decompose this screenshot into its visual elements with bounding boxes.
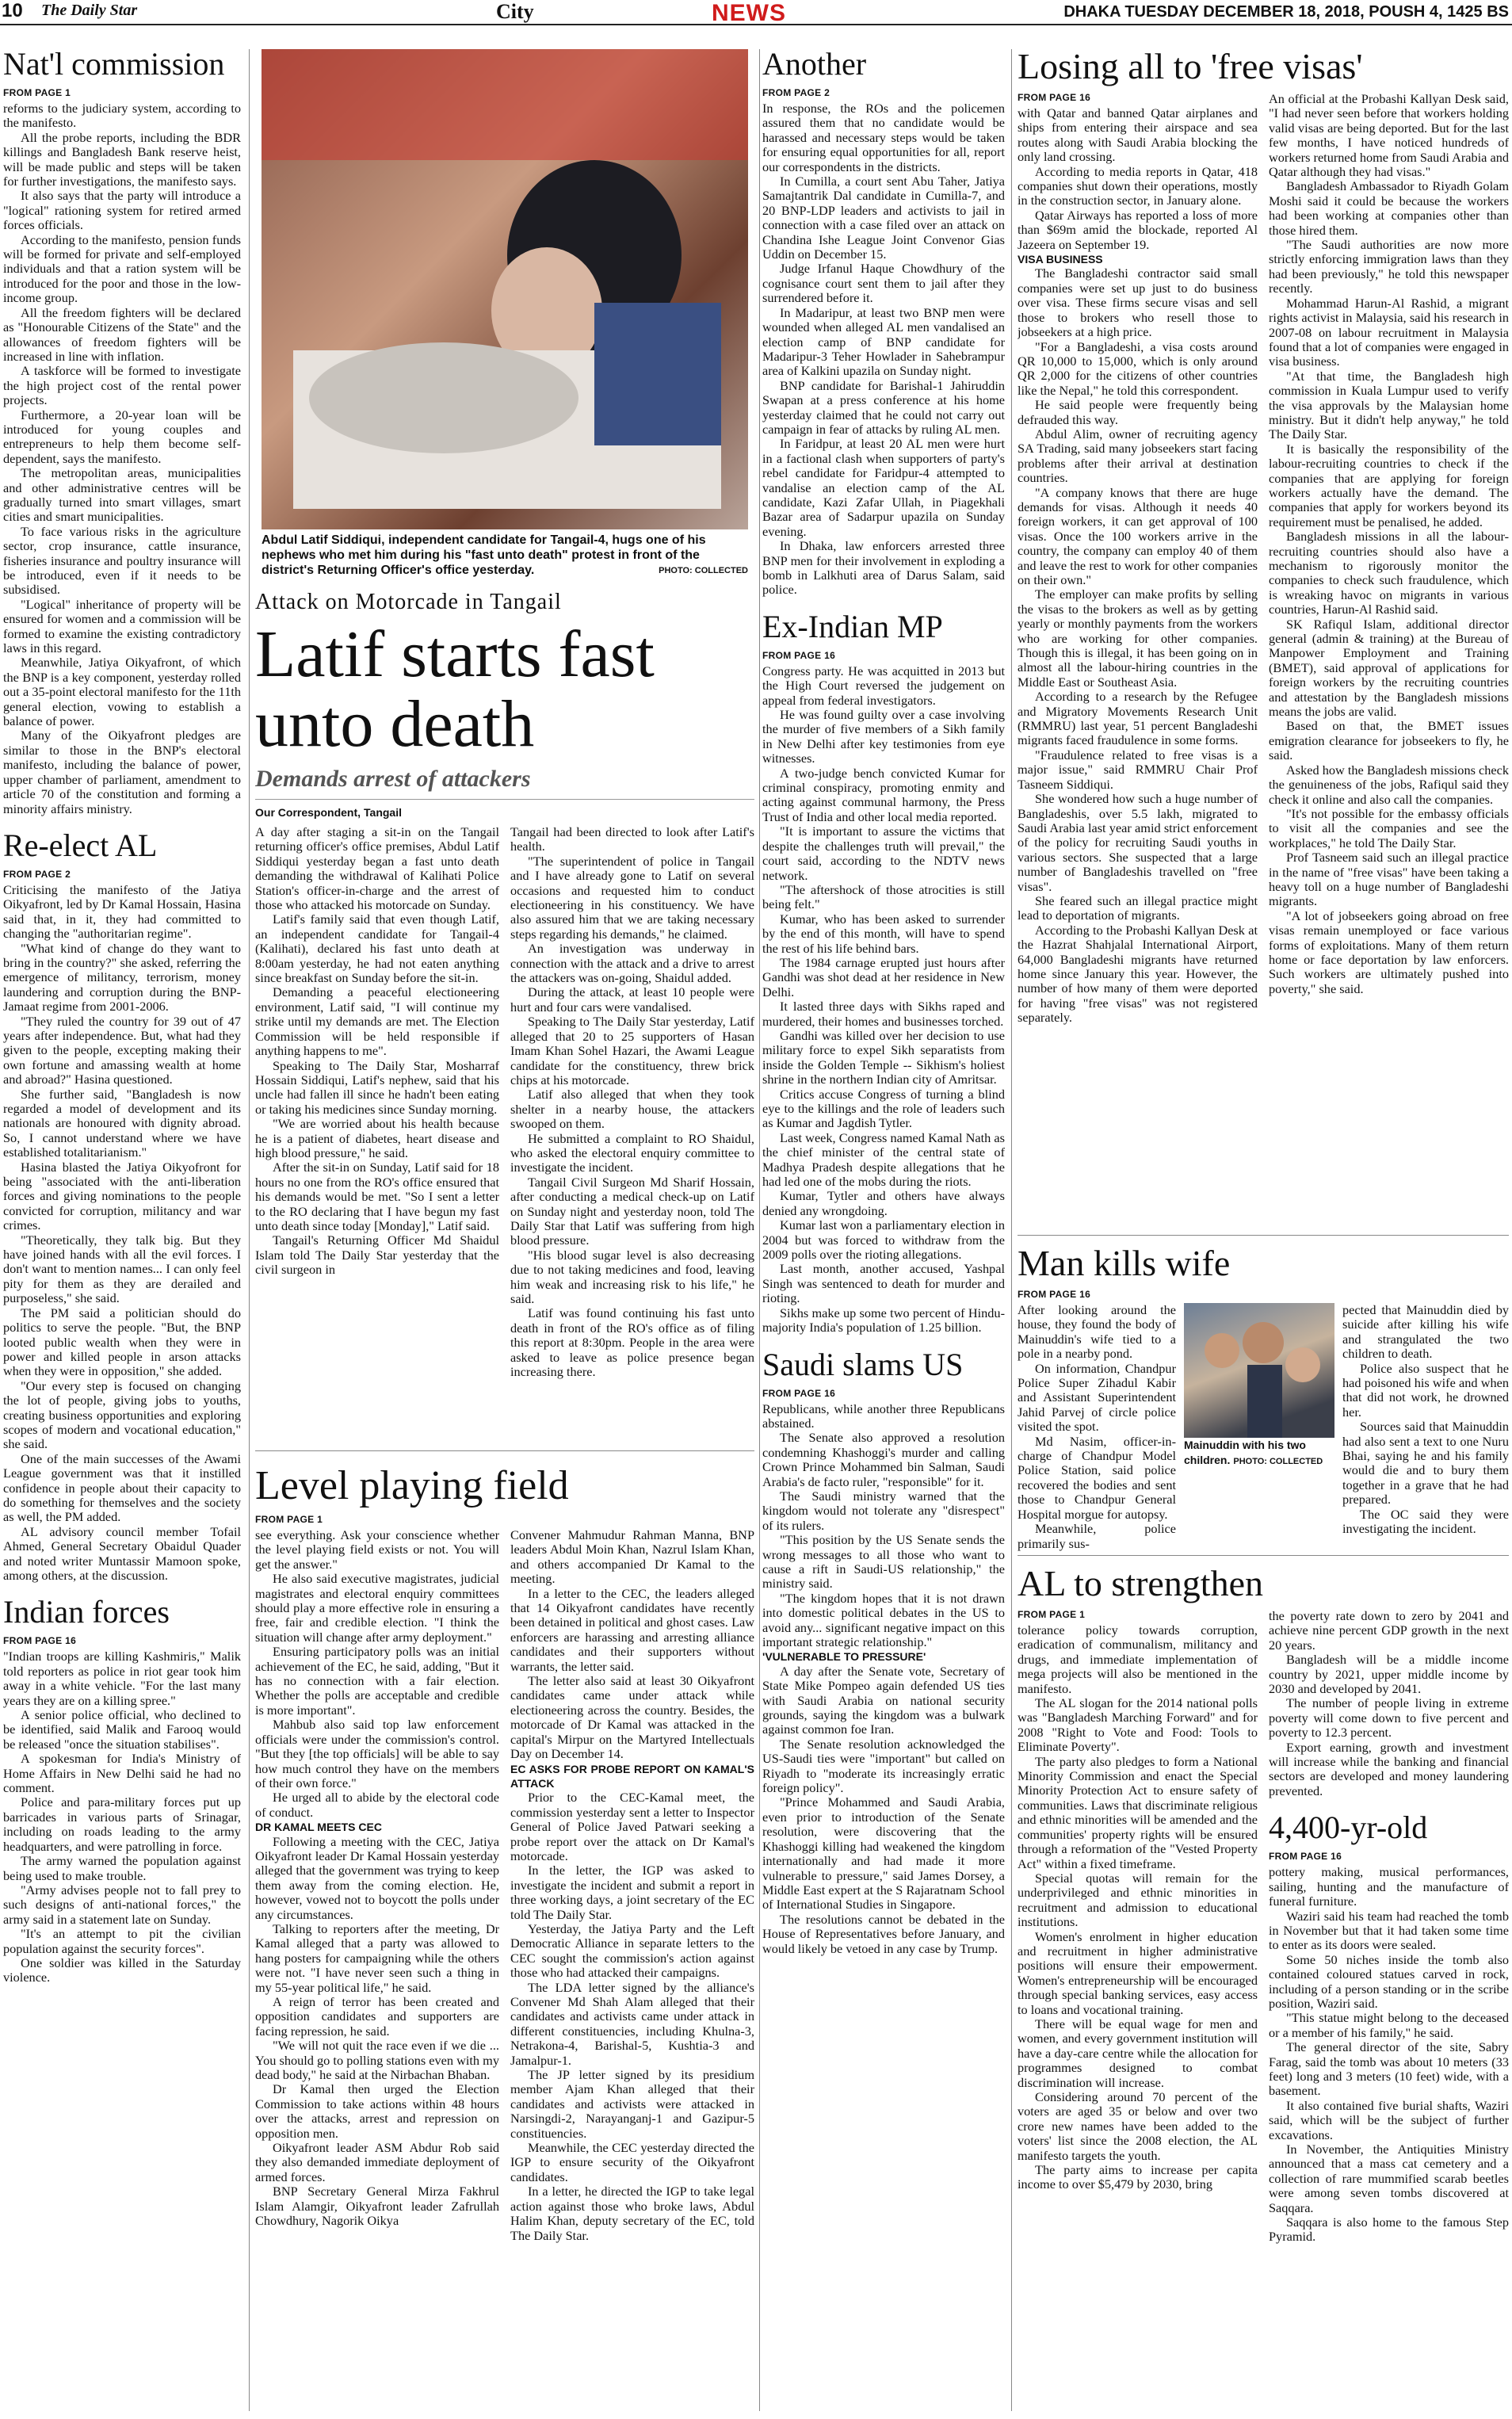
paragraph: "It's an attempt to pit the civilian population against the security forces". — [3, 1926, 241, 1956]
paragraph: Some 50 niches inside the tomb also contained coloured statues carved in rock, including of a person standing or in the scribe position, Waziri said. — [1269, 1951, 1509, 2011]
paragraph: It also contained five burial shafts, Waziri said, which will be the subject of further excavations. — [1269, 2097, 1509, 2142]
lead-body-left — [255, 825, 499, 1379]
paragraph: The employer can make profits by selling the visas to the brokers as well as by getting yearly or monthly payments from the workers who are working for other companies. Though this is illegal, it has been going on in almost all the labour-hiring countries in the Middle East or Southeast Asia. — [1018, 587, 1258, 690]
article-body-left-text — [1018, 106, 1258, 1026]
paragraph: "This statue might belong to the deceased or a member of his family," he said. — [1269, 2010, 1509, 2040]
left-column — [3, 46, 241, 2416]
paragraph: An official at the Probashi Kallyan Desk said, "I had never seen before that workers holding valid visas are being deported. But for the last few months, I have noticed hundreds of workers returned home from Saudi Arabia and Qatar although they had visas." — [1269, 91, 1509, 180]
subhead: EC ASKS FOR PROBE REPORT ON KAMAL'S ATTACK — [510, 1762, 754, 1790]
headline: Man kills wife — [1018, 1243, 1231, 1283]
byline-location: Tangail — [364, 806, 402, 819]
paragraph: "The Saudi authorities are now more strictly enforcing immigration laws than they had been previously," he told this newspaper recently. — [1269, 237, 1509, 296]
paragraph: "His blood sugar level is also decreasing due to not taking medicines and food, leaving him weak and increasing risk to his life," he said. — [510, 1247, 754, 1306]
masthead-logo: The Daily Star — [41, 2, 138, 19]
paragraph: "Logical" inheritance of property will be ensured for women and a commission will be formed to examine the existing contradictory laws in this regard. — [3, 596, 241, 656]
paragraph: reforms to the judiciary system, according to the manifesto. — [3, 101, 241, 131]
headline: Saudi slams US — [762, 1346, 964, 1382]
paragraph: The general director of the site, Sabry Farag, said the tomb was about 10 meters (33 feet) long and 3 meters (10 feet) wide, with a basement. — [1269, 2039, 1509, 2099]
paragraph: "We will not quit the race even if we die ... You should go to polling stations even with my dead body," he said at the Nirbachan Bhaban. — [255, 2038, 499, 2083]
paragraph: "Our every step is focused on changing the lot of people, giving jobs to youths, creating business opportunities and exploring scopes of modern and vocational education," she said. — [3, 1378, 241, 1452]
paragraph: The Bangladeshi contractor said small companies were set up just to do business over visa. These firms secure visas and sell those to brokers who resell those to jobseekers at a high price. — [1018, 266, 1258, 340]
headline: Nat'l commission — [3, 46, 225, 82]
paragraph: The AL slogan for the 2014 national polls was "Bangladesh Marching Forward" and for 2008 "Right to Vote and Food: Tools to Eliminate Poverty". — [1018, 1695, 1258, 1755]
paragraph: Special quotas will remain for the underprivileged and ethnic minorities in recruitment and admission to educational institutions. — [1018, 1870, 1258, 1930]
paragraph: The number of people living in extreme poverty will come down to five percent and poverty to 12.3 percent. — [1269, 1695, 1509, 1741]
paragraph: In Madaripur, at least two BNP men were wounded when alleged AL men vandalised an election camp of BNP candidate for Madaripur-3 Teher Howlader in Sahebrampur area of Kalkini upazila on Sunday night. — [762, 304, 1005, 379]
paragraph: Meanwhile, police primarily sus- — [1018, 1521, 1176, 1551]
paragraph: A senior police official, who declined to be identified, said Malik and Farooq would be released "once the situation stabilises". — [3, 1707, 241, 1752]
paragraph: "Indian troops are killing Kashmiris," Malik told reporters as police in riot gear took him away in a white vehicle. "For the last many years they are on a killing spree." — [3, 1649, 241, 1708]
paragraph: It lasted three days with Sikhs raped and murdered, their homes and businesses torched. — [762, 999, 1005, 1029]
page-number: 10 — [2, 0, 23, 21]
paragraph: tolerance policy towards corruption, eradication of communalism, militancy and drugs, and immediate implementation of mega projects will also be mentioned in the manifesto. — [1018, 1622, 1258, 1696]
paragraph: The resolutions cannot be debated in the House of Representatives before January, and would likely be vetoed in any case by Trump. — [762, 1911, 1005, 1956]
column-rule — [1011, 49, 1012, 2411]
lead-body — [255, 825, 754, 1379]
column-rule — [249, 49, 250, 2411]
paragraph: All the freedom fighters will be declared as "Honourable Citizens of the State" and the allowances of freedom fighters will be increased in line with inflation. — [3, 304, 241, 364]
headline: Indian forces — [3, 1594, 170, 1630]
paragraph: Following a meeting with the CEC, Jatiya Oikyafront leader Dr Kamal Hossain yesterday alleged that the government was trying to keep them away from the coming election. He, however, vowed not to boycott the polls under any circumstances. — [255, 1833, 499, 1922]
paragraph: Last week, Congress named Kamal Nath as the chief minister of the central state of Madhya Pradesh despite allegations that he had led one of the mobs during the riots. — [762, 1129, 1005, 1190]
article-4400-yr-old — [1269, 1809, 1509, 2245]
paragraph: It is basically the responsibility of the labour-recruiting countries to check if the companies that are applying for foreign workers actually have the demand. The companies that apply for workers beyond its requirement must be penalised, he added. — [1269, 441, 1509, 529]
article-body-left — [255, 1528, 499, 2243]
paragraph: Asked how the Bangladesh missions check the genuineness of the jobs, Rafiqul said they check it online and also call the companies. — [1269, 762, 1509, 807]
paragraph: Hasina blasted the Jatiya Oikyofront for being "associated with the anti-liberation forces and giving nominations to the people convicted for corruption, militancy and war crimes. — [3, 1159, 241, 1233]
paragraph: Oikyafront leader ASM Abdur Rob said they also demanded immediate deployment of armed forces. — [255, 2140, 499, 2184]
paragraph: Criticising the manifesto of the Jatiya Oikyafront, led by Dr Kamal Hossain, Hasina said that, in it, they had committed to changing the "authoritarian regime". — [3, 881, 241, 942]
paragraph: AL advisory council member Tofail Ahmed, General Secretary Obaidul Quader and noted writer Muntassir Mamoon spoke, among others, at the discussion. — [3, 1523, 241, 1583]
paragraph: Mahbub also said top law enforcement officials were under the commission's control. "But they [the top officials] will be able to say how much control they have on the members of their own force." — [255, 1717, 499, 1790]
paragraph: BNP candidate for Barishal-1 Jahiruddin Swapan at a press conference at his home yesterday claimed that he could not carry out campaign in fear of attacks by ruling AL men. — [762, 377, 1005, 437]
article-body — [3, 883, 241, 1584]
jump-label: FROM PAGE 16 — [3, 1635, 77, 1647]
paragraph: "It is important to assure the victims that despite the challenges truth will prevail," the court said, according to the NDTV news network. — [762, 824, 1005, 883]
paragraph: Waziri said his team had reached the tomb in November but that it had taken some time to enter as its doors were sealed. — [1269, 1908, 1509, 1953]
paragraph: Prior to the CEC-Kamal meet, the commission yesterday sent a letter to Inspector General of Police Javed Patwari seeking a probe report over the attack on Dr Kamal's motorcade. — [510, 1790, 754, 1863]
article-free-visas — [1018, 46, 1509, 1232]
paragraph: Republicans, while another three Republicans abstained. — [762, 1401, 1005, 1431]
article-another — [762, 46, 1005, 598]
paragraph: Gandhi was killed over her decision to use military force to expel Sikh separatists from inside the Golden Temple -- Sikhism's holiest shrine in the northern Indian city of Amritsar. — [762, 1027, 1005, 1087]
paragraph: The Saudi ministry warned that the kingdom would not tolerate any "disrespect" of its rulers. — [762, 1488, 1005, 1533]
jump-label: FROM PAGE 2 — [3, 868, 71, 880]
subhead: VISA BUSINESS — [1018, 253, 1103, 266]
paragraph: Bangladesh missions in all the labour-recruiting countries should also have a mechanism to rigorously monitor the companies to check such fraudulence, which is wreaking havoc on migrants in various countries, Harun-Al Rashid said. — [1269, 529, 1509, 617]
paragraph: Tangail's Returning Officer Md Shaidul Islam told The Daily Star yesterday that the civil surgeon in — [255, 1232, 499, 1278]
paragraph: Latif's family said that even though Latif, an independent candidate for Tangail-4 (Kalihati), declared his fast unto death at 8:00am yesterday, he had not eaten anything since breakfast on Sunday before the sit-in. — [255, 911, 499, 986]
paragraph: pottery making, musical performances, sailing, hunting and the manufacture of funeral furniture. — [1269, 1864, 1509, 1909]
paragraph: Latif also alleged that when they took shelter in a nearby house, the attackers swooped on them. — [510, 1087, 754, 1132]
article-al-to-strengthen-right — [1269, 1609, 1509, 1798]
paragraph: "It's not possible for the embassy officials to visit all the companies and see the workplaces," he told The Daily Star. — [1269, 805, 1509, 850]
paragraph: In Dhaka, law enforcers arrested three BNP men for their involvement in exploding a bomb in Lalkhuti area of Darus Salam, said police. — [762, 538, 1005, 598]
paragraph: BNP Secretary General Mirza Fakhrul Islam Alamgir, Oikyafront leader Zafrullah Chowdhury, Nagorik Oikya — [255, 2184, 499, 2229]
article-ex-indian-mp — [762, 609, 1005, 1336]
paragraph: An investigation was underway in connection with the attack and a drive to arrest the attackers was on-going, Shaidul added. — [510, 941, 754, 986]
article-body-left — [1018, 1623, 1258, 2192]
deck: Demands arrest of attackers — [255, 766, 531, 792]
byline: Our Correspondent, — [255, 806, 361, 819]
paragraph: Kumar last won a parliamentary election in 2004 but was forced to withdraw from the 2009 polls over the rioting allegations. — [762, 1217, 1005, 1263]
family-photo — [1184, 1303, 1334, 1438]
kicker: Attack on Motorcade in Tangail — [255, 590, 562, 614]
paragraph: "The superintendent of police in Tangail and I have already gone to Latif on several occasions and requested him to conduct electioneering in his constituency. We have also assured him that we are taking necessary steps regarding his demands," he claimed. — [510, 853, 754, 942]
jump-label: FROM PAGE 16 — [762, 649, 836, 661]
paragraph: He said people were frequently being defrauded this way. — [1018, 397, 1258, 427]
paragraph: Furthermore, a 20-year loan will be introduced for young couples and entrepreneurs to help them become self-dependent, says the manifesto. — [3, 407, 241, 466]
paragraph: Demanding a peaceful electioneering environment, Latif said, "I will continue my strike until my demands are met. The Election Commission will be held responsible if anything happens to me". — [255, 984, 499, 1059]
paragraph: Bangladesh Ambassador to Riyadh Golam Moshi said it could be because the workers had been working at companies other than those hired them. — [1269, 178, 1509, 238]
paragraph: see everything. Ask your conscience whether the level playing field exists or not. You will get the answer." — [255, 1527, 499, 1572]
paragraph: Women's enrolment in higher education and recruitment in higher administrative positions will ensure their empowerment. Women's entrepreneurship will be encouraged through special banking services, easy access to loans and vocational training. — [1018, 1928, 1258, 2017]
photo-credit: PHOTO: COLLECTED — [659, 566, 748, 575]
paragraph: Considering around 70 percent of the voters are aged 35 or below and over two crore new names have been added to the voters' list since the 2008 election, the AL manifesto targets the youth. — [1018, 2089, 1258, 2163]
paragraph: According to the manifesto, pension funds will be formed for private and self-employed individuals and that a ration system will be introduced for the poor and those in the low-income group. — [3, 231, 241, 306]
paragraph: "What kind of change do they want to bring in the country?" she asked, referring the emergence of militancy, terrorism, money laundering and corruption during the BNP-Jamaat regime from 2001-2006. — [3, 940, 241, 1015]
paragraph: Speaking to The Daily Star, Mosharraf Hossain Siddiqui, Latif's nephew, said that his uncle had fallen ill since he hadn't been eating or taking his medicines since Sunday morning. — [255, 1057, 499, 1117]
lead-photo — [262, 49, 748, 529]
article-body — [1018, 92, 1509, 1026]
paragraph: In response, the ROs and the policemen assured them that no candidate would be harassed and necessary steps would be taken for ensuring equal opportunities for all, report our correspondents in the districts. — [762, 101, 1005, 174]
subhead: 'VULNERABLE TO PRESSURE' — [762, 1650, 926, 1664]
paragraph: It also says that the party will introduce a "logical" rationing system for retired armed forces officials. — [3, 188, 241, 233]
paragraph: with Qatar and banned Qatar airplanes and ships from entering their airspace and sea routes along with Saudi Arabia blocking the only land crossing. — [1018, 105, 1258, 165]
article-man-kills-wife — [1018, 1243, 1509, 1552]
paragraph: Many of the Oikyafront pledges are similar to those in the BNP's electoral manifesto, including the balance of power, upper chamber of parliament, amendment to article 70 of the constitution and forming a minority affairs ministry. — [3, 728, 241, 816]
article-body — [762, 101, 1005, 598]
paragraph: A spokesman for India's Ministry of Home Affairs in New Delhi said he had no comment. — [3, 1751, 241, 1796]
jump-label: FROM PAGE 16 — [1018, 92, 1091, 103]
paragraph: Abdul Alim, owner of recruiting agency SA Trading, said many jobseekers start facing problems after their arrival at destination countries. — [1018, 426, 1258, 486]
jump-label: FROM PAGE 1 — [3, 87, 71, 98]
headline: Losing all to 'free visas' — [1018, 46, 1363, 86]
paragraph: "They ruled the country for 39 out of 47 years after independence. But, what had they given to the people, excepting making their own fortune and amassing wealth at home and abroad?" Hasina questioned. — [3, 1013, 241, 1087]
paragraph: The PM said a politician should do politics to serve the people. "But, the BNP looted public wealth when they were in power and killed people in arson attacks when they were in opposition," she added. — [3, 1305, 241, 1379]
paragraph: Police and para-military forces put up barricades in various parts of Srinagar, including on roads leading to the army headquarters, and were patrolling in force. — [3, 1794, 241, 1854]
right-subcolumn — [1269, 1609, 1509, 2245]
article-saudi-slams-us — [762, 1347, 1005, 1956]
article-re-elect-al — [3, 827, 241, 1584]
headline: 4,400-yr-old — [1269, 1809, 1428, 1846]
jump-label: FROM PAGE 16 — [1269, 1851, 1342, 1863]
paragraph: "At that time, the Bangladesh high commission in Kuala Lumpur used to verify the visa approvals by the Malaysian home ministry. But it didn't help anyway," he told The Daily Star. — [1269, 368, 1509, 442]
paragraph: "The aftershock of those atrocities is still being felt." — [762, 881, 1005, 912]
photo-illustration — [262, 49, 748, 529]
paragraph: According to the Probashi Kallyan Desk at the Hazrat Shahjalal International Airport, 64,000 Bangladeshi migrants have returned home since January this year. However, the number of how many of them were deported for having "free visas" was not registered separately. — [1018, 922, 1258, 1026]
paragraph: Latif was found continuing his fast unto death in front of the RO's office as of filing this report at 8:30pm. People in the area were asked to leave as police presence began increasing there. — [510, 1305, 754, 1380]
paragraph: Speaking to The Daily Star yesterday, Latif alleged that 20 to 25 supporters of Hasan Imam Khan Sohel Hazari, the Awami League candidate for the constituency, threw brick chips at his motorcade. — [510, 1014, 754, 1087]
jump-label: FROM PAGE 16 — [762, 1387, 836, 1399]
paragraph: Qatar Airways has reported a loss of more than $69m amid the blockade, reported Al Jazeera on September 19. — [1018, 207, 1258, 252]
paragraph: Sources said that Mainuddin had also sent a text to one Nuru Bhai, saying he and his family would die and to bury them together in a grave that he had prepared. — [1342, 1419, 1509, 1508]
jump-label: FROM PAGE 16 — [1018, 1289, 1091, 1300]
paragraph: "Prince Mohammed and Saudi Arabia, even prior to introduction of the Senate resolution, were discovering that the Khashoggi killing had weakened the kingdom internationally and had made it more vulnerable to pressure," said James Dorsey, a Middle East expert at the S Rajaratnam School of International Studies in Singapore. — [762, 1794, 1005, 1913]
paragraph: After looking around the house, they found the body of Mainuddin's wife tied to a pole in a nearby pond. — [1018, 1302, 1176, 1362]
paragraph: There will be equal wage for men and women, and every government institution will have a day-care centre while the allocation for programmes designed to combat discrimination will increase. — [1018, 2016, 1258, 2090]
section-rule — [1018, 1235, 1509, 1236]
byline-row — [255, 799, 754, 820]
article-body — [762, 1402, 1005, 1956]
article-body-right — [1269, 92, 1509, 1026]
photo-credit: PHOTO: COLLECTED — [1233, 1457, 1323, 1466]
paragraph: In Faridpur, at least 20 AL men were hurt in a factional clash when supporters of party's rebel candidate for Faridpur-4 attempted to vandalise an election camp of the AL candidate, Kazi Zafar Ullah, in Piagekhali Bazar area of Sadarpur upazila on Sunday evening. — [762, 436, 1005, 539]
paragraph: Tangail had been directed to look after Latif's health. — [510, 824, 754, 854]
jump-label: FROM PAGE 1 — [1018, 1609, 1086, 1620]
paragraph: "A lot of jobseekers going abroad on free visas remain unemployed or face various forms of exploitations. Many of them return home or face deportation by law enforcers. Such workers are ultimately pushed into poverty," she said. — [1269, 908, 1509, 996]
paragraph: In November, the Antiquities Ministry announced that a mass cat cemetery and a collection of rare mummified scarab beetles were among seven tombs discovered at Saqqara. — [1269, 2142, 1509, 2215]
paragraph: Talking to reporters after the meeting, Dr Kamal alleged that a party was allowed to hang posters for campaigning while the others were not. "I have never seen such a thing in my 55-year political life," he said. — [255, 1920, 499, 1995]
paragraph: Export earning, growth and investment will increase while the banking and financial sectors are developed and money laundering prevented. — [1269, 1739, 1509, 1798]
paragraph: Sikhs make up some two percent of Hindu-majority India's population of 1.25 billion. — [762, 1305, 1005, 1336]
paragraph: Md Nasim, officer-in-charge of Chandpur Model Police Station, said police recovered the bodies and sent those to Chandpur General Hospital morgue for autopsy. — [1018, 1433, 1176, 1522]
article-body — [1018, 1303, 1509, 1551]
paragraph: Critics accuse Congress of turning a blind eye to the killings and the role of leaders such as Kumar and Jagdish Tytler. — [762, 1086, 1005, 1131]
paragraph: "Theoretically, they talk big. But they have joined hands with all the evil forces. I don't want to mention names... I can only feel pity for them as they are derailed and purposeless," she said. — [3, 1232, 241, 1306]
article-body — [255, 1528, 754, 2243]
article-level-playing-field — [255, 1463, 754, 2414]
jump-label: FROM PAGE 2 — [762, 87, 830, 98]
bottom-right-block — [1018, 1563, 1509, 2416]
photo-caption-row — [1184, 1438, 1334, 1468]
paragraph: Kumar, who has been asked to surrender by the end of this month, will have to spend the rest of his life behind bars. — [762, 911, 1005, 956]
paragraph: During the attack, at least 10 people were hurt and four cars were vandalised. — [510, 984, 754, 1015]
headline: Ex-Indian MP — [762, 608, 943, 644]
article-body — [1018, 1609, 1509, 2245]
dateline: DHAKA TUESDAY DECEMBER 18, 2018, POUSH 4, 1425 BS — [1063, 3, 1509, 21]
jump-label: FROM PAGE 1 — [255, 1514, 323, 1525]
article-natl-commission — [3, 46, 241, 816]
photo-caption: Abdul Latif Siddiqui, independent candidate for Tangail-4, hugs one of his nephews who met him during his "fast unto death" protest in front of the district's Returning Officer's office yesterday. — [262, 533, 706, 577]
article-body — [762, 664, 1005, 1336]
paragraph: In the letter, the IGP was asked to investigate the incident and submit a report in three working days, a joint secretary of the EC told The Daily Star. — [510, 1863, 754, 1922]
headline: AL to strengthen — [1018, 1563, 1264, 1603]
paragraph: "Army advises people not to fall prey to such designs of anti-national forces," the army said in a statement late on Sunday. — [3, 1882, 241, 1927]
headline: Level playing field — [255, 1463, 569, 1508]
paragraph: A taskforce will be formed to investigate the high project cost of the rental power projects. — [3, 363, 241, 408]
paragraph: She feared such an illegal practice might lead to deportation of migrants. — [1018, 892, 1258, 923]
paragraph: On information, Chandpur Police Super Zihadul Kabir and Assistant Superintendent Jahid Parvej of circle police visited the spot. — [1018, 1360, 1176, 1435]
column-rule — [759, 49, 760, 2411]
paragraph: Tangail Civil Surgeon Md Sharif Hossain, after conducting a medical check-up on Latif on Sunday night and yesterday noon, told The Daily Star that Latif was suffering from high blood pressure. — [510, 1174, 754, 1248]
fourth-column — [762, 46, 1005, 2416]
article-body-right — [1342, 1303, 1509, 1551]
paragraph: The 1984 carnage erupted just hours after Gandhi was shot dead at her residence in New Delhi. — [762, 954, 1005, 999]
headline: Another — [762, 46, 867, 82]
paragraph: Saqqara is also home to the famous Step Pyramid. — [1269, 2215, 1509, 2245]
paragraph: Congress party. He was acquitted in 2013 but the High Court reversed the judgement on appeal from federal investigators. — [762, 663, 1005, 708]
paragraph: the poverty rate down to zero by 2041 and achieve nine percent GDP growth in the next 20 years. — [1269, 1608, 1509, 1653]
paragraph: He was found guilty over a case involving the murder of five members of a Sikh family in New Delhi after key testimonies from eye witnesses. — [762, 707, 1005, 766]
lead-body-right — [510, 825, 754, 1379]
paragraph: SK Rafiqul Islam, additional director general (admin & training) at the Bureau of Manpower Employment and Training (BMET), said approval of applications for foreign workers by the recruiting countries and attestation by the Bangladesh missions means the jobs are valid. — [1269, 616, 1509, 720]
article-body-left — [1018, 92, 1258, 1026]
article-body — [3, 1649, 241, 1985]
paragraph: Last month, another accused, Yashpal Singh was sentenced to death for murder and rioting. — [762, 1261, 1005, 1306]
article-body — [1269, 1865, 1509, 2245]
paragraph: According to a research by the Refugee and Migratory Movements Research Unit (RMMRU) last year, 51 percent Bangladeshi migrants faced fraudulence in some forms. — [1018, 689, 1258, 748]
paragraph: The letter also said at least 30 Oikyafront candidates came under attack while electioneering across the country. Besides, the motorcade of Dr Kamal was attacked in the capital's Mirpur on the Martyred Intellectuals Day on December 14. — [510, 1673, 754, 1762]
paragraph: One of the main successes of the Awami League government was that it instilled confidence in people about their capacity to do something for themselves and the society as well, the PM added. — [3, 1450, 241, 1525]
subhead: DR KAMAL MEETS CEC — [255, 1821, 382, 1834]
paragraph: She wondered how such a huge number of Bangladeshis, over 5.5 lakh, migrated to Saudi Arabia last year amid strict enforcement of the policy for recruiting Saudi youths in various sectors. She suspected that a large number of Bangladeshis travelled on "free visas". — [1018, 791, 1258, 894]
paragraph: He urged all to abide by the electoral code of conduct. — [255, 1790, 499, 1820]
paragraph: In a letter to the CEC, the leaders alleged that 14 Oikyafront candidates have recently been detained in political and ghost cases. Law enforcers are harassing and arresting alliance candidates and their supporters without warrants, the letter said. — [510, 1585, 754, 1674]
paragraph: The army warned the population against being used to make trouble. — [3, 1853, 241, 1883]
paragraph: "The kingdom hopes that it is not drawn into domestic political debates in the US to avoid any... significant negative impact on this important strategic relationship." — [762, 1590, 1005, 1649]
section-name: City — [496, 0, 534, 23]
paragraph: A day after staging a sit-in on the Tangail returning officer's office premises, Abdul Latif Siddiqui yesterday began a fast unto death demanding the withdrawal of Kalihati Police Station's officer-in-charge and the arrest of those who attacked his motorcade on Sunday. — [255, 824, 499, 913]
paragraph: Mohammad Harun-Al Rashid, a migrant rights activist in Malaysia, said his research in 2007-08 on labour recruitment in Malaysia found that a lot of companies were engaged in visa business. — [1269, 295, 1509, 369]
paragraph: Yesterday, the Jatiya Party and the Left Democratic Alliance in separate letters to the CEC sought the commission's action against those who had attacked their campaigns. — [510, 1920, 754, 1981]
paragraph: "For a Bangladeshi, a visa costs around QR 10,000 to 15,000, which is only around QR 2,000 for the citizens of other countries like the Nepal," he told this correspondent. — [1018, 338, 1258, 398]
paragraph: In a letter, he directed the IGP to take legal action against those who broke laws, Abdul Halim Khan, deputy secretary of the EC, told The Daily Star. — [510, 2184, 754, 2243]
paragraph: The metropolitan areas, municipalities and other administrative centres will be gradually turned into smart villages, smart cities and smart municipalities. — [3, 465, 241, 525]
paragraph: The party aims to increase per capita income to over $5,479 by 2030, bring — [1018, 2162, 1258, 2192]
paragraph: Prof Tasneem said such an illegal practice in the name of "free visas" have been taking a heavy toll on a huge number of Bangladeshi migrants. — [1269, 850, 1509, 909]
paragraph: To face various risks in the agriculture sector, crop insurance, cattle insurance, fisheries insurance and poultry insurance will be introduced, even if it needs to be subsidised. — [3, 523, 241, 598]
paragraph: Meanwhile, the CEC yesterday directed the IGP to ensure security of the Oikyafront candidates. — [510, 2140, 754, 2184]
paragraph: She further said, "Bangladesh is now regarded a model of development and its nationals are honoured with dignity abroad. So, I cannot understand where we have established totalitarianism." — [3, 1086, 241, 1160]
paragraph: A reign of terror has been created and opposition candidates and supporters are facing repression, he said. — [255, 1994, 499, 2039]
paragraph: The party also pledges to form a National Minority Commission and enact the Special Minority Protection Act to ensure safety of communities. Laws that discriminate religious and ethnic minorities will be amended and the communities' property rights will be ensured through a reformation of the "Vested Property Act" within a fixed timeframe. — [1018, 1753, 1258, 1871]
paragraph: A two-judge bench convicted Kumar for criminal conspiracy, promoting enmity and acting against communal harmony, the Press Trust of India and other local media reported. — [762, 765, 1005, 824]
page-header — [0, 0, 1512, 25]
paragraph: Ensuring participatory polls was an initial achievement of the EC, he said, adding, "But it has no connection with a fair election. Whether the polls are acceptable and credible is more important". — [255, 1644, 499, 1718]
photo-block — [1184, 1303, 1334, 1551]
paragraph: In Cumilla, a court sent Abu Taher, Jatiya Samajtantrik Dal candidate in Cumilla-7, and 20 BNP-LDP leaders and activists to jail in connection with a case filed over an attack on Chandina Ishe League Joint Convenor Gias Uddin on December 15. — [762, 174, 1005, 262]
headline: Re-elect AL — [3, 827, 158, 863]
paragraph: Convener Mahmudur Rahman Manna, BNP leaders Abdul Moin Khan, Nazrul Islam Khan, and others accompanied Dr Kamal to the meeting. — [510, 1527, 754, 1587]
paragraph: Bangladesh will be a middle income country by 2021, upper middle income by 2030 and developed by 2041. — [1269, 1652, 1509, 1697]
paragraph: The Senate also approved a resolution condemning Khashoggi's murder and calling Crown Prince Mohammed bin Salman, Saudi Arabia's de facto ruler, "responsible" for it. — [762, 1430, 1005, 1489]
paragraph: Judge Irfanul Haque Chowdhury of the cognisance court sent them to jail after they surrendered before it. — [762, 261, 1005, 306]
article-indian-forces — [3, 1594, 241, 1985]
article-body-right — [510, 1528, 754, 2243]
paragraph: After the sit-in on Sunday, Latif said for 18 hours no one from the RO's office ensured that his demands would be met. "So I sent a letter to the RO declaring that I have begun my fast unto death since today [Monday]," Latif said. — [255, 1160, 499, 1233]
paragraph: pected that Mainuddin died by suicide after killing his wife and strangulated the two children to death. — [1342, 1302, 1509, 1362]
photo-illustration — [1184, 1303, 1334, 1438]
paragraph: According to media reports in Qatar, 418 companies shut down their operations, mostly in the construction sector, in January alone. — [1018, 163, 1258, 208]
paragraph: The LDA letter signed by the alliance's Convener Md Shah Alam alleged that their candidates and activists came under attack in different constituencies, including Khulna-3, Netrakona-4, Barishal-5, Kushtia-3 and Jamalpur-1. — [510, 1979, 754, 2068]
news-label: NEWS — [712, 0, 786, 26]
article-al-to-strengthen-left — [1018, 1609, 1258, 2245]
paragraph: "We are worried about his health because he is a patient of diabetes, heart disease and high blood pressure," he said. — [255, 1116, 499, 1160]
photo-caption: Mainuddin with his two children. — [1184, 1439, 1306, 1466]
paragraph: All the probe reports, including the BDR killings and Bangladesh Bank reserve heist, will be made public and steps will be taken for further investigations, the manifesto says. — [3, 129, 241, 189]
section-rule — [1018, 1555, 1509, 1556]
paragraph: "This position by the US Senate sends the wrong messages to all those who want to cause a rift in Saudi-US relationship," the ministry said. — [762, 1532, 1005, 1592]
paragraph: Meanwhile, Jatiya Oikyafront, of which the BNP is a key component, yesterday rolled out a 35-point electoral manifesto for the 11th general election, vowing to establish a balance of power. — [3, 655, 241, 729]
paragraph: A day after the Senate vote, Secretary of State Mike Pompeo again defended US ties with Saudi Arabia on national security grounds, saying the kingdom was a bulwark against common foe Iran. — [762, 1663, 1005, 1737]
lead-headline: Latif starts fast unto death — [255, 617, 655, 761]
paragraph: The OC said they were investigating the incident. — [1342, 1506, 1509, 1537]
paragraph: He also said executive magistrates, judicial magistrates and electoral enquiry committees should play a more effective role in ensuring a free, fair and credible election. "I think the situation will change after army deployment." — [255, 1571, 499, 1645]
article-body-left — [1018, 1303, 1176, 1551]
paragraph: "A company knows that there are huge demands for visas. Although it needs 40 foreign workers, it can get approval of 100 visas. Once the 100 workers arrive in the country, the company can employ 40 of them and leave the rest to work for other companies on their own." — [1018, 484, 1258, 587]
paragraph: The Senate resolution acknowledged the US-Saudi ties were "important" but called on Riyadh to "moderate its increasingly erratic foreign policy". — [762, 1736, 1005, 1796]
paragraph: Police also suspect that he had poisoned his wife and when that did not work, he drowned her. — [1342, 1360, 1509, 1420]
paragraph: One soldier was killed in the Saturday violence. — [3, 1955, 241, 1985]
paragraph: Dr Kamal then urged the Election Commission to take actions within 48 hours over the attacks, arrest and repression on opposition men. — [255, 2081, 499, 2141]
paragraph: Kumar, Tytler and others have always denied any wrongdoing. — [762, 1188, 1005, 1218]
paragraph: The JP letter signed by its presidium member Ajam Khan alleged that their candidates and activists were attacked in Narsingdi-2, Narayanganj-1 and Gazipur-5 constituencies. — [510, 2067, 754, 2141]
paragraph: "Fraudulence related to free visas is a major issue," said RMMRU Chair Prof Tasneem Siddiqui. — [1018, 747, 1258, 792]
section-rule — [255, 1450, 754, 1451]
paragraph: He submitted a complaint to RO Shaidul, who asked the electoral enquiry committee to investigate the incident. — [510, 1130, 754, 1175]
lead-story — [255, 590, 754, 1446]
lead-photo-caption-block — [262, 533, 748, 580]
paragraph: Based on that, the BMET issues emigration clearance for jobseekers to fly, he said. — [1269, 718, 1509, 763]
article-body — [3, 101, 241, 816]
